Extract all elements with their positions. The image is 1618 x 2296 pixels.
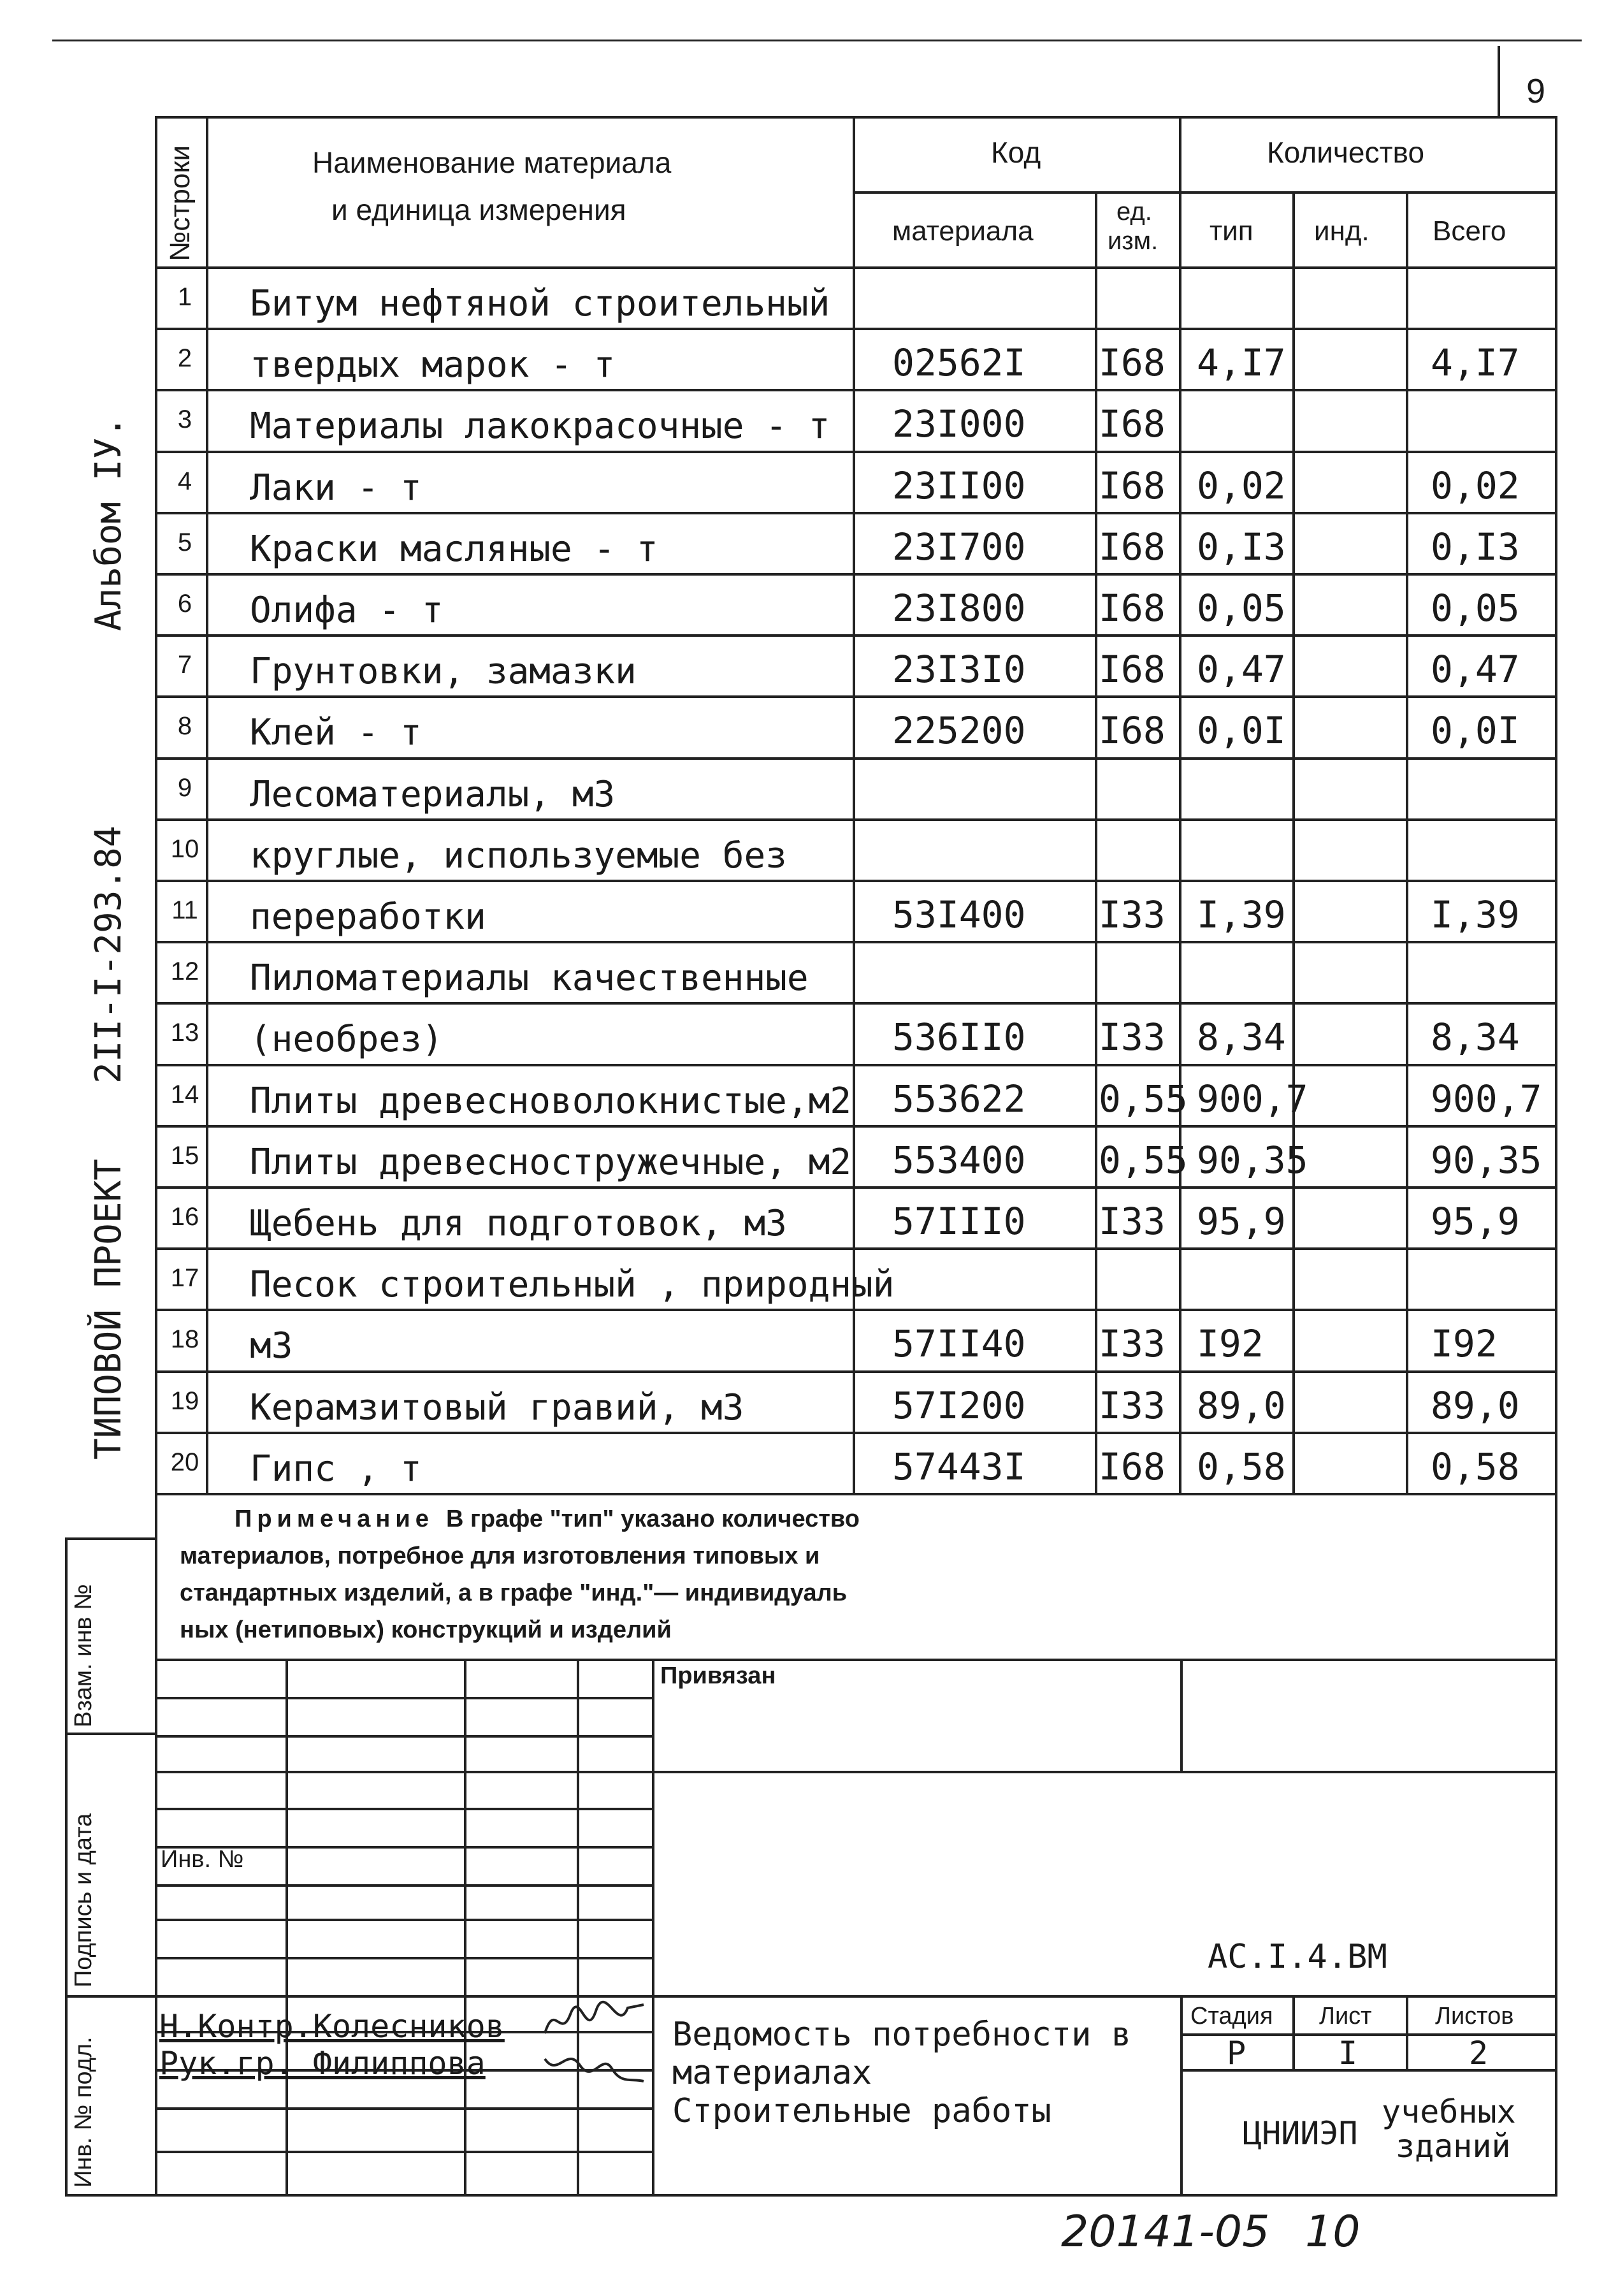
row-divider <box>155 389 1557 391</box>
qty-typ: 89,0 <box>1197 1383 1286 1427</box>
unit-code: I33 <box>1099 1383 1166 1427</box>
row-divider <box>155 451 1557 453</box>
qty-total: I,39 <box>1431 893 1520 936</box>
qty-typ: 0,I3 <box>1197 525 1286 569</box>
col-line-unit <box>1179 116 1181 1493</box>
sig-col-2 <box>464 1659 466 2194</box>
signature-row-line <box>155 1735 652 1738</box>
row-divider <box>155 1309 1557 1311</box>
header-unit-line1: ед. <box>1116 198 1152 226</box>
qty-typ: 0,05 <box>1197 586 1286 630</box>
row-number: 9 <box>177 773 192 802</box>
material-code: 23I700 <box>892 525 1026 569</box>
stamp-right-border <box>1555 1659 1557 2194</box>
stage-label: Стадия <box>1190 2003 1273 2030</box>
privyazan-right <box>1180 1659 1183 1771</box>
material-name: Олифа - т <box>250 590 444 631</box>
note-line2: материалов, потребное для изготовления типовых и <box>180 1543 820 1569</box>
header-row-no: №строки <box>164 145 196 261</box>
col-line-ind <box>1406 191 1408 1493</box>
material-code: 53I400 <box>892 893 1026 936</box>
qty-typ: 0,58 <box>1197 1444 1286 1488</box>
unit-code: I68 <box>1099 341 1166 385</box>
row-number: 19 <box>170 1386 199 1415</box>
stamp-outer-left <box>65 1537 68 2194</box>
row-divider <box>155 1370 1557 1373</box>
signature-scribble-1 <box>542 1995 650 2046</box>
signature-row-line <box>155 1697 652 1699</box>
row-number: 1 <box>177 283 192 311</box>
title-top-line <box>652 1995 1557 1998</box>
material-code: 57I200 <box>892 1383 1026 1427</box>
unit-code: I33 <box>1099 1200 1166 1243</box>
row-number: 6 <box>177 590 192 618</box>
qty-typ: 0,47 <box>1197 648 1286 692</box>
material-name: Лесоматериалы, м3 <box>250 773 616 815</box>
qty-typ: 95,9 <box>1197 1200 1286 1243</box>
stamp-top-grid <box>155 1659 1557 1661</box>
header-unit-line2: изм. <box>1108 227 1159 255</box>
document-code: АС.I.4.ВМ <box>1208 1938 1387 1976</box>
note-line1-rest: В графе "тип" указано количество <box>446 1506 860 1532</box>
header-qty: Количество <box>1267 136 1425 169</box>
header-name-line2: и единица измерения <box>331 193 626 226</box>
note-left-border <box>155 1493 157 2194</box>
stamp-top-line <box>65 1537 157 1540</box>
row-number: 2 <box>177 344 192 373</box>
project-code: 2II-I-293.84 <box>88 825 129 1084</box>
unit-code: I68 <box>1099 463 1166 507</box>
stamp-divider-1 <box>65 1733 157 1735</box>
row-divider <box>155 573 1557 576</box>
unit-code: I33 <box>1099 1015 1166 1059</box>
unit-code: I68 <box>1099 586 1166 630</box>
qty-total: 0,47 <box>1431 648 1520 692</box>
row-divider <box>155 941 1557 943</box>
row-number: 12 <box>170 957 199 986</box>
title-divider <box>1180 1995 1183 2194</box>
doc-title-line3: Строительные работы <box>672 2092 1051 2130</box>
material-name: Краски масляные - т <box>250 528 658 570</box>
header-bottom-line <box>155 266 1557 269</box>
row-number: 8 <box>177 712 192 741</box>
footer-inventory: 20141-05 <box>1061 2207 1270 2257</box>
qty-typ: I,39 <box>1197 893 1286 936</box>
header-split-line <box>853 191 1557 194</box>
qty-typ: 90,35 <box>1197 1138 1308 1182</box>
sig-col-3 <box>577 1659 579 2194</box>
sheets-label: Листов <box>1435 2003 1514 2030</box>
material-name: Пиломатериалы качественные <box>250 957 809 999</box>
unit-code: 0,55 <box>1099 1138 1188 1182</box>
header-material: материала <box>892 215 1034 247</box>
material-name: твердых марок - т <box>250 344 616 386</box>
row-number: 10 <box>170 834 199 863</box>
unit-code: I33 <box>1099 893 1166 936</box>
unit-code: I68 <box>1099 648 1166 692</box>
signature-row-line <box>155 2107 652 2110</box>
material-name: Материалы лакокрасочные - т <box>250 405 830 447</box>
page-number: 9 <box>1526 72 1546 110</box>
unit-code: I33 <box>1099 1322 1166 1366</box>
row-number: 14 <box>170 1080 199 1108</box>
material-code: 57II40 <box>892 1322 1026 1366</box>
row-number: 20 <box>170 1448 199 1476</box>
row-number: 4 <box>177 467 192 495</box>
signer-1: Н.Контр.Колесников <box>159 2008 505 2045</box>
row-divider <box>155 634 1557 637</box>
qty-total: 0,58 <box>1431 1444 1520 1488</box>
material-name: Щебень для подготовок, м3 <box>250 1203 787 1244</box>
signature-scribble-2 <box>542 2040 650 2091</box>
qty-typ: 900,7 <box>1197 1077 1308 1121</box>
album-label: Альбом IУ. <box>88 416 129 631</box>
sig-col-1 <box>285 1659 288 2194</box>
qty-total: 0,I3 <box>1431 525 1520 569</box>
qty-total: 0,05 <box>1431 586 1520 630</box>
stamp-sign-label: Подпись и дата <box>70 1813 97 1987</box>
qty-total: 8,34 <box>1431 1015 1520 1059</box>
unit-code: I68 <box>1099 1444 1166 1488</box>
material-code: 57443I <box>892 1444 1026 1488</box>
row-number: 17 <box>170 1264 199 1293</box>
material-name: Битум нефтяной строительный <box>250 283 830 324</box>
project-type: ТИПОВОЙ ПРОЕКТ <box>88 1158 129 1460</box>
material-name: м3 <box>250 1325 293 1367</box>
signature-row-line <box>155 1957 652 1959</box>
unit-code: 0,55 <box>1099 1077 1188 1121</box>
col-line-typ <box>1292 191 1295 1493</box>
sheets-value: 2 <box>1469 2035 1489 2072</box>
material-code: 225200 <box>892 709 1026 753</box>
material-code: 02562I <box>892 341 1026 385</box>
material-code: 57III0 <box>892 1200 1026 1243</box>
stamp-zam-label: Взам. инв № <box>70 1584 97 1727</box>
sheet-col-line <box>1406 1995 1408 2069</box>
signature-row-line <box>155 1884 652 1887</box>
row-number: 11 <box>171 896 198 924</box>
signature-row-line <box>155 2151 652 2153</box>
qty-typ: I92 <box>1197 1322 1264 1366</box>
signature-row-line <box>155 1919 652 1921</box>
qty-total: 0,02 <box>1431 463 1520 507</box>
signature-row-line <box>155 1771 652 1773</box>
doc-title-line1: Ведомость потребности в <box>672 2016 1132 2054</box>
signature-row-line <box>155 1808 652 1810</box>
stamp-inv-label: Инв. № подл. <box>70 2037 97 2188</box>
material-code: 23I3I0 <box>892 648 1026 692</box>
header-code: Код <box>991 136 1041 169</box>
qty-total: 4,I7 <box>1431 341 1520 385</box>
qty-total: 89,0 <box>1431 1383 1520 1427</box>
unit-code: I68 <box>1099 402 1166 446</box>
top-border-line <box>52 40 1582 41</box>
row-divider <box>155 1247 1557 1250</box>
table-right-border <box>1555 116 1557 1493</box>
material-name: Керамзитовый гравий, м3 <box>250 1386 744 1428</box>
material-name: круглые, используемые без <box>250 834 787 876</box>
row-number: 16 <box>170 1203 199 1231</box>
row-divider <box>155 818 1557 821</box>
row-divider <box>155 1186 1557 1189</box>
privyazan-label: Привязан <box>660 1662 776 1689</box>
material-code: 23I000 <box>892 402 1026 446</box>
qty-typ: 0,0I <box>1197 709 1286 753</box>
material-name: Лаки - т <box>250 467 422 509</box>
material-name: Плиты древесноволокнистые,м2 <box>250 1080 852 1122</box>
material-name: Грунтовки, замазки <box>250 651 637 693</box>
sheet-label: Лист <box>1319 2003 1372 2030</box>
row-divider <box>155 1432 1557 1434</box>
row-divider <box>155 1125 1557 1128</box>
row-divider <box>155 880 1557 882</box>
row-number: 3 <box>177 405 192 434</box>
material-code: 536II0 <box>892 1015 1026 1059</box>
material-name: (необрез) <box>250 1019 444 1061</box>
row-number: 5 <box>177 528 192 556</box>
material-code: 23I800 <box>892 586 1026 630</box>
table-bottom-line <box>155 1493 1557 1495</box>
col-line-code <box>1095 191 1097 1493</box>
qty-total: 0,0I <box>1431 709 1520 753</box>
stage-value: Р <box>1227 2035 1246 2072</box>
page-number-box-left <box>1498 46 1500 117</box>
material-code: 23II00 <box>892 463 1026 507</box>
qty-total: 90,35 <box>1431 1138 1542 1182</box>
note-line3: стандартных изделий, а в графе "инд."— индивидуаль <box>180 1580 848 1606</box>
row-divider <box>155 512 1557 514</box>
stamp-bottom-line <box>65 2194 1557 2197</box>
row-number: 13 <box>170 1019 199 1047</box>
row-divider <box>155 328 1557 330</box>
header-name-line1: Наименование материала <box>312 146 672 179</box>
material-name: Песок строительный , природный <box>250 1264 895 1306</box>
qty-total: I92 <box>1431 1322 1498 1366</box>
org-sub-line1: учебных <box>1382 2093 1516 2130</box>
sheet-value: I <box>1338 2035 1358 2072</box>
qty-total: 900,7 <box>1431 1077 1542 1121</box>
header-total: Всего <box>1433 215 1506 247</box>
inv-no-label: Инв. № <box>161 1846 244 1873</box>
material-code: 553400 <box>892 1138 1026 1182</box>
unit-code: I68 <box>1099 525 1166 569</box>
material-name: Гипс , т <box>250 1448 422 1490</box>
material-name: Плиты древесностружечные, м2 <box>250 1141 852 1183</box>
stage-col-line <box>1292 1995 1295 2069</box>
header-typ: тип <box>1210 215 1253 247</box>
org-name: ЦНИИЭП <box>1243 2115 1358 2152</box>
qty-typ: 8,34 <box>1197 1015 1286 1059</box>
note-line4: ных (нетиповых) конструкций и изделий <box>180 1617 672 1643</box>
note-lead: Примечание <box>235 1506 434 1532</box>
table-top-border <box>155 116 1557 119</box>
table-left-border <box>155 116 157 1493</box>
material-name: Клей - т <box>250 712 422 754</box>
footer-number: 10 <box>1305 2207 1361 2257</box>
signer-2: Рук.гр. Филиппова <box>159 2045 486 2082</box>
row-number: 18 <box>170 1325 199 1354</box>
sig-col-4 <box>652 1659 654 2194</box>
row-divider <box>155 1002 1557 1005</box>
privyazan-bottom <box>652 1771 1557 1773</box>
row-divider <box>155 1064 1557 1066</box>
qty-typ: 4,I7 <box>1197 341 1286 385</box>
row-divider <box>155 695 1557 698</box>
stamp-divider-2 <box>65 1995 157 1998</box>
unit-code: I68 <box>1099 709 1166 753</box>
material-name: переработки <box>250 896 486 938</box>
qty-typ: 0,02 <box>1197 463 1286 507</box>
header-ind: инд. <box>1314 215 1369 247</box>
doc-title-line2: материалах <box>672 2054 872 2092</box>
row-number: 15 <box>170 1141 199 1170</box>
org-sub-line2: зданий <box>1396 2128 1511 2165</box>
row-number: 7 <box>177 651 192 679</box>
row-divider <box>155 757 1557 760</box>
qty-total: 95,9 <box>1431 1200 1520 1243</box>
material-code: 553622 <box>892 1077 1026 1121</box>
